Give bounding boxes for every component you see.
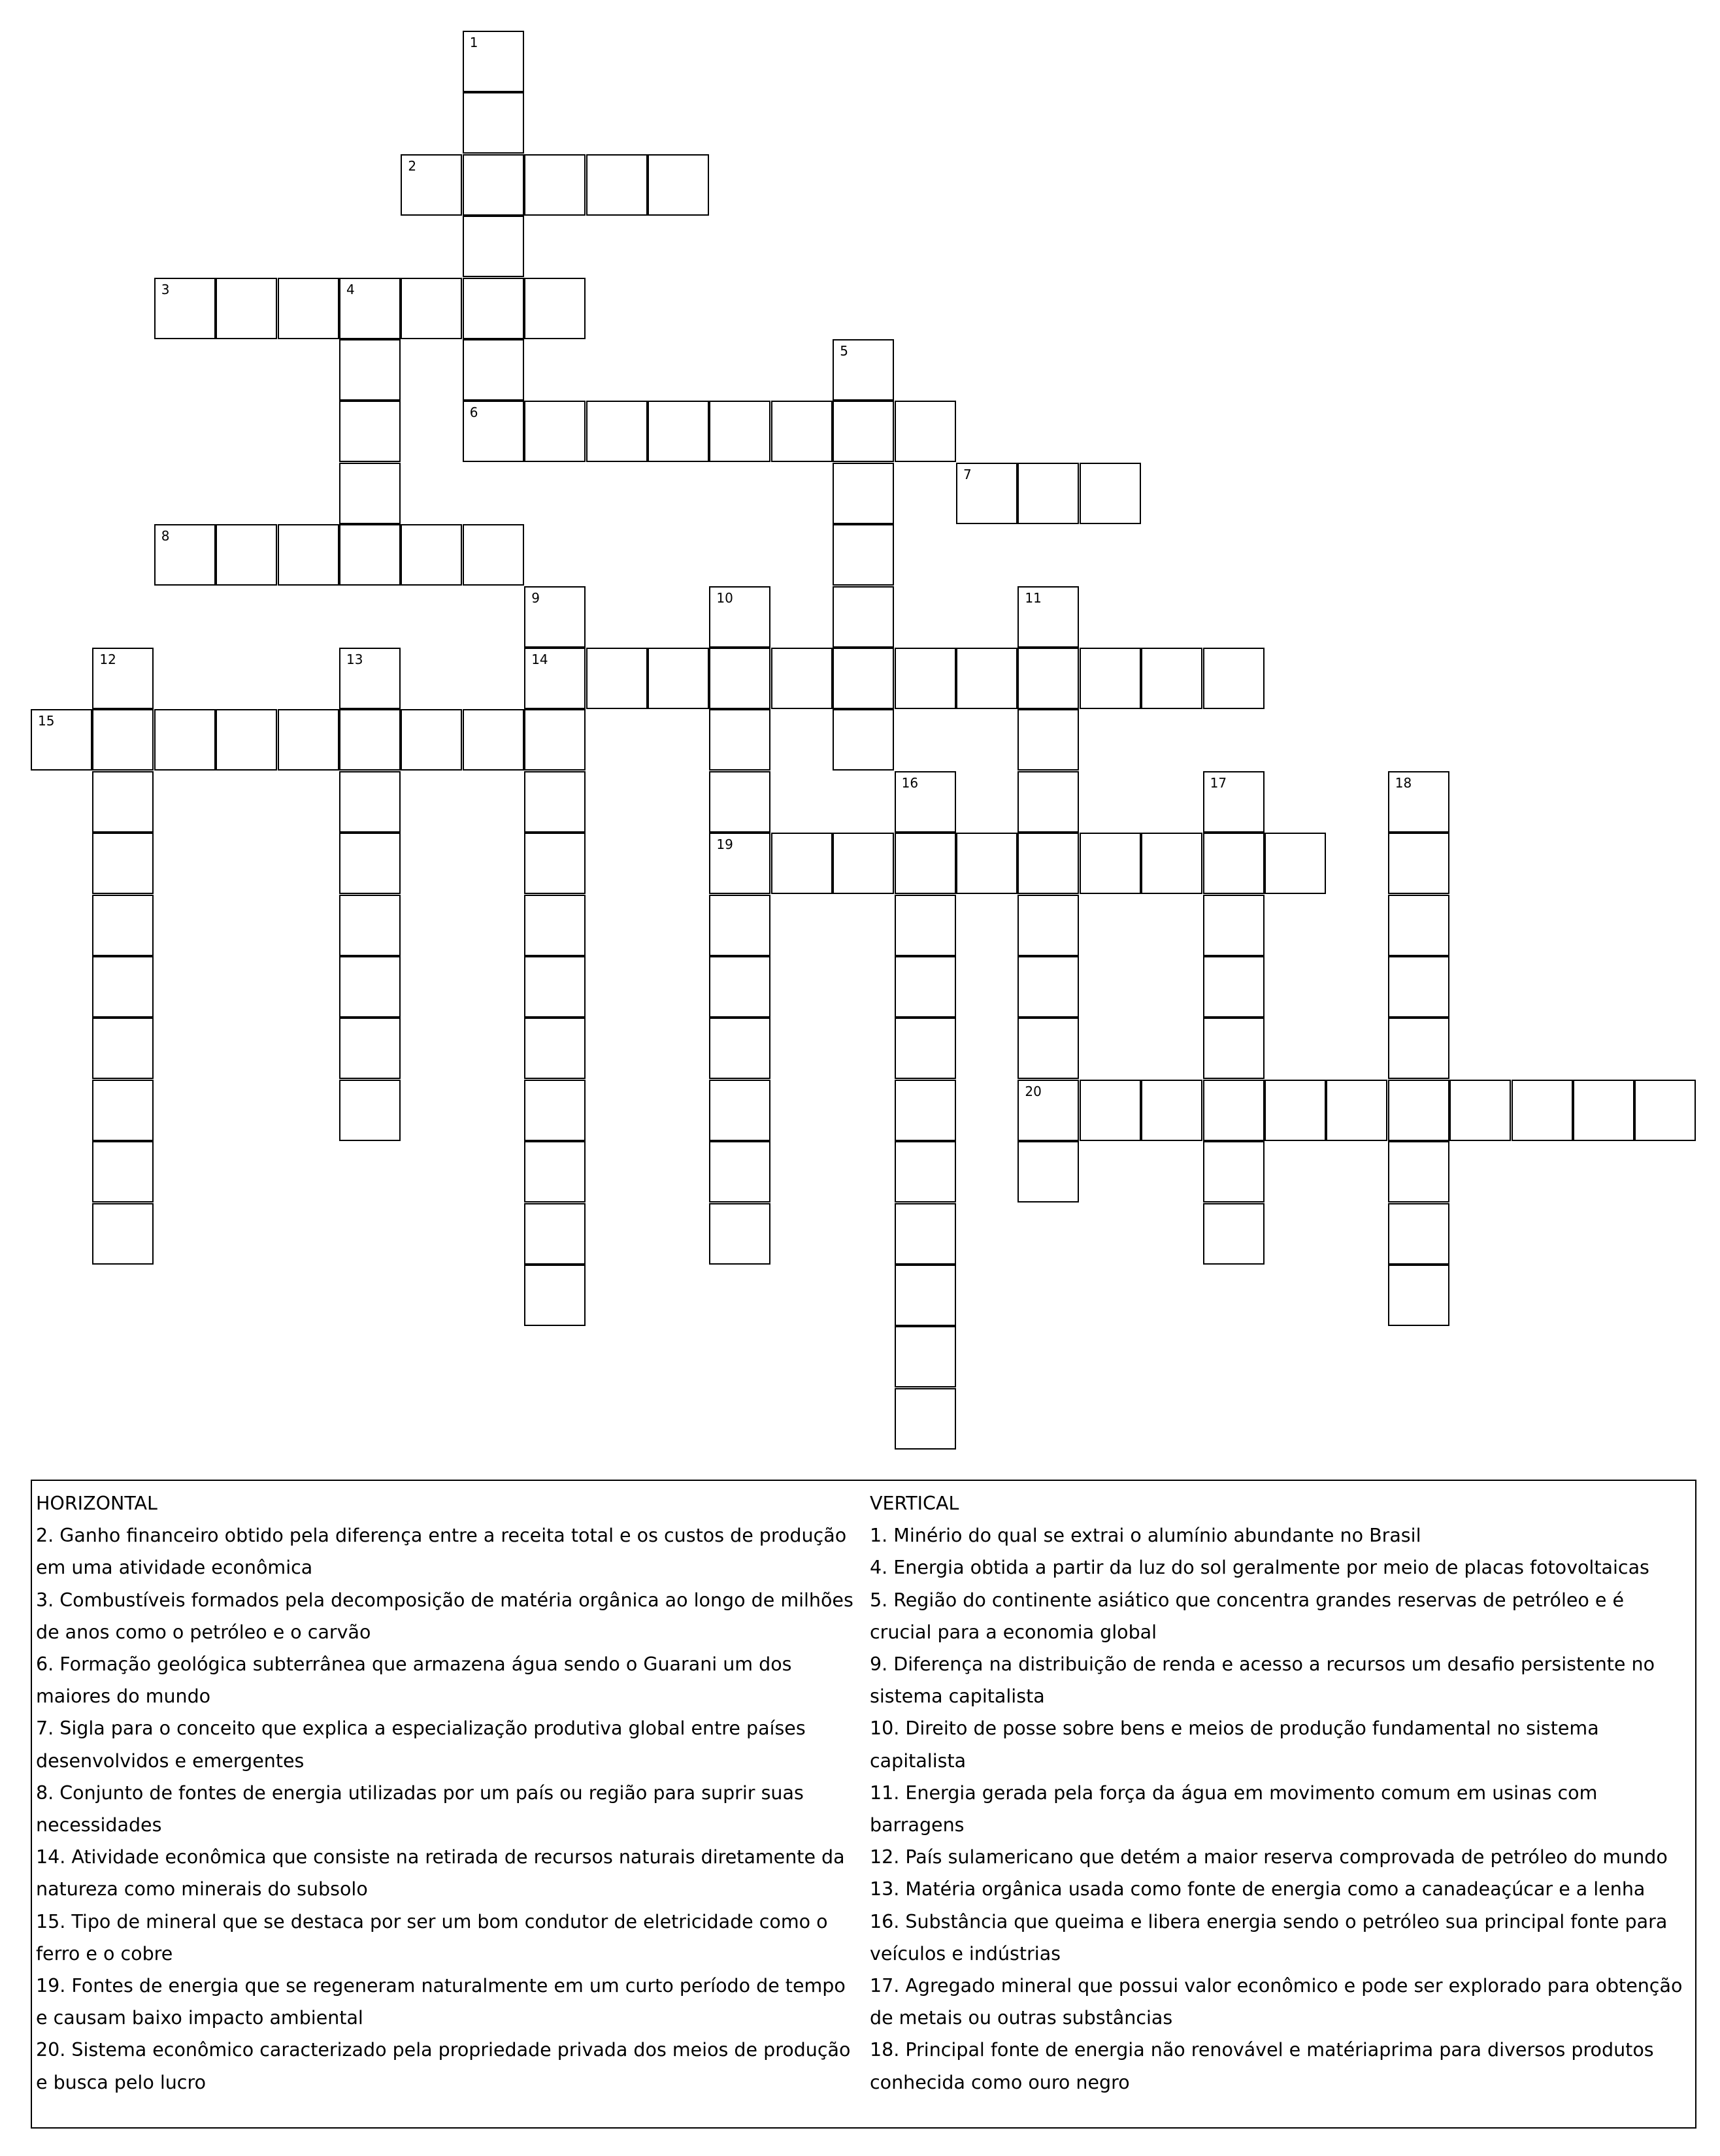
crossword-cell[interactable]	[895, 1018, 956, 1079]
crossword-cell[interactable]	[463, 339, 524, 401]
crossword-cell[interactable]	[956, 463, 1017, 524]
crossword-cell[interactable]	[92, 1018, 154, 1079]
crossword-cell[interactable]	[92, 1080, 154, 1141]
crossword-cell[interactable]	[895, 648, 956, 709]
crossword-cell[interactable]	[1080, 463, 1141, 524]
crossword-cell[interactable]	[524, 1141, 586, 1202]
crossword-cell[interactable]	[524, 648, 586, 709]
crossword-cell[interactable]	[463, 278, 524, 339]
clue-number: 1	[469, 35, 478, 50]
crossword-cell[interactable]	[1203, 1018, 1265, 1079]
crossword-cell[interactable]	[895, 401, 956, 462]
crossword-cell[interactable]	[92, 709, 154, 771]
clue-across-19: 19. Fontes de energia que se regeneram naturalmente em um curto período de tempo e causam baixo impacto ambiental	[36, 1975, 846, 2029]
clue-across-15: 15. Tipo de mineral que se destaca por ser um bom condutor de eletricidade como o ferro e o cobre	[36, 1910, 828, 1965]
horizontal-clues	[36, 1487, 859, 2098]
crossword-cell[interactable]	[92, 956, 154, 1018]
crossword-cell[interactable]	[92, 833, 154, 894]
crossword-cell[interactable]	[833, 524, 894, 586]
crossword-cell[interactable]	[1017, 1080, 1079, 1141]
crossword-cell[interactable]	[339, 463, 401, 524]
crossword-cell[interactable]	[709, 895, 770, 956]
clue-number: 3	[161, 281, 170, 297]
crossword-cell[interactable]	[1512, 1080, 1573, 1141]
crossword-cell[interactable]	[1203, 648, 1265, 709]
crossword-cell[interactable]	[1017, 648, 1079, 709]
crossword-cell[interactable]	[895, 833, 956, 894]
crossword-cell[interactable]	[1203, 956, 1265, 1018]
crossword-cell[interactable]	[586, 648, 648, 709]
crossword-cell[interactable]	[463, 401, 524, 462]
crossword-cell[interactable]	[1017, 463, 1079, 524]
crossword-cell[interactable]	[463, 92, 524, 154]
crossword-cell[interactable]	[1017, 1141, 1079, 1202]
crossword-cell[interactable]	[833, 709, 894, 771]
crossword-cell[interactable]	[709, 1141, 770, 1202]
crossword-cell[interactable]	[463, 524, 524, 586]
clue-down-5: 5. Região do continente asiático que concentra grandes reservas de petróleo e é crucial para a economia global	[870, 1589, 1625, 1643]
clue-number: 2	[408, 158, 417, 174]
clue-number: 11	[1025, 589, 1042, 606]
crossword-cell[interactable]	[463, 709, 524, 771]
crossword-cell[interactable]	[956, 648, 1017, 709]
crossword-cell[interactable]	[339, 278, 401, 339]
crossword-cell[interactable]	[895, 1080, 956, 1141]
crossword-cell[interactable]	[1203, 895, 1265, 956]
crossword-cell[interactable]	[771, 401, 833, 462]
clue-down-12: 12. País sulamericano que detém a maior reserva comprovada de petróleo do mundo	[870, 1846, 1668, 1868]
crossword-cell[interactable]	[1080, 1080, 1141, 1141]
crossword-cell[interactable]	[895, 1265, 956, 1326]
crossword-cell[interactable]	[524, 1203, 586, 1265]
crossword-cell[interactable]	[833, 586, 894, 648]
crossword-cell[interactable]	[339, 339, 401, 401]
clue-number: 9	[531, 589, 540, 606]
crossword-cell[interactable]	[709, 956, 770, 1018]
crossword-cell[interactable]	[339, 1018, 401, 1079]
crossword-cell[interactable]	[339, 524, 401, 586]
crossword-cell[interactable]	[1388, 1141, 1449, 1202]
crossword-cell[interactable]	[648, 154, 709, 216]
crossword-cell[interactable]	[956, 833, 1017, 894]
crossword-cell[interactable]	[463, 216, 524, 277]
crossword-cell[interactable]	[709, 1018, 770, 1079]
crossword-cell[interactable]	[339, 648, 401, 709]
crossword-cell[interactable]	[524, 1265, 586, 1326]
clue-number: 7	[963, 466, 972, 482]
crossword-cell[interactable]	[401, 154, 462, 216]
crossword-cell[interactable]	[1388, 956, 1449, 1018]
clue-across-7: 7. Sigla para o conceito que explica a especialização produtiva global entre países desenvolvidos e emergentes	[36, 1717, 806, 1772]
clue-number: 18	[1395, 774, 1412, 791]
crossword-cell[interactable]	[1265, 833, 1326, 894]
crossword-cell[interactable]	[709, 586, 770, 648]
clue-down-18: 18. Principal fonte de energia não renovável e matériaprima para diversos produtos conhecida como ouro negro	[870, 2039, 1654, 2093]
crossword-cell[interactable]	[31, 709, 92, 771]
crossword-cell[interactable]	[1203, 1203, 1265, 1265]
crossword-cell[interactable]	[1203, 771, 1265, 833]
clue-number: 6	[469, 405, 478, 421]
crossword-cell[interactable]	[833, 833, 894, 894]
crossword-cell[interactable]	[1573, 1080, 1634, 1141]
crossword-cell[interactable]	[339, 401, 401, 462]
clue-across-3: 3. Combustíveis formados pela decomposição de matéria orgânica ao longo de milhões de anos como o petróleo e o carvão	[36, 1589, 853, 1643]
crossword-cell[interactable]	[895, 771, 956, 833]
clue-number: 13	[346, 652, 363, 667]
crossword-cell[interactable]	[1141, 833, 1202, 894]
clue-number: 17	[1210, 774, 1227, 791]
crossword-cell[interactable]	[154, 278, 216, 339]
crossword-cell[interactable]	[586, 154, 648, 216]
crossword-cell[interactable]	[92, 895, 154, 956]
crossword-cell[interactable]	[1388, 1080, 1449, 1141]
crossword-cell[interactable]	[524, 895, 586, 956]
crossword-cell[interactable]	[709, 401, 770, 462]
clue-number: 16	[901, 774, 919, 791]
crossword-cell[interactable]	[771, 648, 833, 709]
crossword-cell[interactable]	[524, 401, 586, 462]
crossword-cell[interactable]	[1080, 648, 1141, 709]
clue-number: 12	[99, 652, 116, 667]
crossword-cell[interactable]	[278, 709, 339, 771]
crossword-cell[interactable]	[1388, 1203, 1449, 1265]
crossword-cell[interactable]	[339, 956, 401, 1018]
crossword-cell[interactable]	[524, 771, 586, 833]
crossword-cell[interactable]	[833, 463, 894, 524]
crossword-cell[interactable]	[339, 771, 401, 833]
clue-number: 15	[38, 713, 55, 729]
crossword-cell[interactable]	[92, 1141, 154, 1202]
crossword-cell[interactable]	[648, 401, 709, 462]
crossword-cell[interactable]	[1017, 709, 1079, 771]
clue-down-4: 4. Energia obtida a partir da luz do sol geralmente por meio de placas fotovoltaicas	[870, 1557, 1649, 1579]
crossword-cell[interactable]	[278, 278, 339, 339]
crossword-cell[interactable]	[1203, 1080, 1265, 1141]
crossword-cell[interactable]	[1141, 1080, 1202, 1141]
clue-across-20: 20. Sistema econômico caracterizado pela propriedade privada dos meios de produção e busca pelo lucro	[36, 2039, 851, 2093]
crossword-cell[interactable]	[401, 278, 462, 339]
clue-number: 4	[346, 281, 355, 297]
crossword-cell[interactable]	[895, 1326, 956, 1387]
crossword-cell[interactable]	[524, 1018, 586, 1079]
crossword-cell[interactable]	[709, 771, 770, 833]
crossword-cell[interactable]	[648, 648, 709, 709]
crossword-cell[interactable]	[709, 709, 770, 771]
crossword-cell[interactable]	[709, 833, 770, 894]
crossword-cell[interactable]	[1141, 648, 1202, 709]
crossword-cell[interactable]	[895, 1388, 956, 1450]
crossword-cell[interactable]	[895, 1203, 956, 1265]
vertical-clues	[870, 1487, 1687, 2098]
crossword-cell[interactable]	[339, 833, 401, 894]
crossword-cell[interactable]	[524, 154, 586, 216]
clue-number: 5	[840, 343, 848, 359]
crossword-cell[interactable]	[339, 895, 401, 956]
crossword-cell[interactable]	[1634, 1080, 1696, 1141]
clue-down-11: 11. Energia gerada pela força da água em movimento comum em usinas com barragens	[870, 1782, 1598, 1836]
crossword-cell[interactable]	[895, 956, 956, 1018]
clue-down-1: 1. Minério do qual se extrai o alumínio abundante no Brasil	[870, 1525, 1421, 1547]
crossword-cell[interactable]	[1388, 771, 1449, 833]
crossword-cell[interactable]	[401, 524, 462, 586]
crossword-cell[interactable]	[1017, 1018, 1079, 1079]
crossword-cell[interactable]	[895, 895, 956, 956]
vertical-title: VERTICAL	[870, 1493, 959, 1514]
clue-across-2: 2. Ganho financeiro obtido pela diferença entre a receita total e os custos de produção em uma atividade econômica	[36, 1525, 847, 1579]
crossword-cell[interactable]	[524, 833, 586, 894]
crossword-cell[interactable]	[339, 1080, 401, 1141]
crossword-cell[interactable]	[586, 401, 648, 462]
clues-box	[31, 1480, 1696, 2129]
clue-number: 8	[161, 528, 170, 544]
crossword-cell[interactable]	[92, 648, 154, 709]
clue-number: 10	[716, 589, 733, 606]
crossword-cell[interactable]	[524, 709, 586, 771]
crossword-cell[interactable]	[401, 709, 462, 771]
clue-down-10: 10. Direito de posse sobre bens e meios de produção fundamental no sistema capitalista	[870, 1717, 1599, 1772]
clue-across-14: 14. Atividade econômica que consiste na retirada de recursos naturais diretamente da natureza como minerais do subsolo	[36, 1846, 845, 1900]
crossword-cell[interactable]	[216, 709, 277, 771]
crossword-cell[interactable]	[895, 1141, 956, 1202]
crossword-cell[interactable]	[92, 771, 154, 833]
crossword-cell[interactable]	[1017, 833, 1079, 894]
crossword-cell[interactable]	[92, 1203, 154, 1265]
crossword-cell[interactable]	[1017, 895, 1079, 956]
crossword-cell[interactable]	[524, 956, 586, 1018]
crossword-cell[interactable]	[709, 1203, 770, 1265]
clue-across-6: 6. Formação geológica subterrânea que armazena água sendo o Guarani um dos maiores do mundo	[36, 1653, 792, 1708]
crossword-cell[interactable]	[833, 401, 894, 462]
crossword-cell[interactable]	[524, 278, 586, 339]
crossword-cell[interactable]	[524, 1080, 586, 1141]
crossword-cell[interactable]	[833, 339, 894, 401]
crossword-cell[interactable]	[1326, 1080, 1387, 1141]
clue-number: 20	[1025, 1083, 1042, 1099]
horizontal-title: HORIZONTAL	[36, 1493, 157, 1514]
crossword-cell[interactable]	[524, 586, 586, 648]
crossword-cell[interactable]	[1017, 956, 1079, 1018]
crossword-cell[interactable]	[1203, 833, 1265, 894]
crossword-cell[interactable]	[1203, 1141, 1265, 1202]
clue-down-13: 13. Matéria orgânica usada como fonte de energia como a canadeaçúcar e a lenha	[870, 1878, 1646, 1900]
crossword-cell[interactable]	[1388, 895, 1449, 956]
clue-down-16: 16. Substância que queima e libera energia sendo o petróleo sua principal fonte para veículos e indústrias	[870, 1910, 1668, 1965]
clue-number: 14	[531, 652, 548, 667]
crossword-cell[interactable]	[709, 648, 770, 709]
crossword-cell[interactable]	[216, 524, 277, 586]
crossword-cell[interactable]	[1449, 1080, 1511, 1141]
crossword-cell[interactable]	[339, 709, 401, 771]
crossword-cell[interactable]	[278, 524, 339, 586]
crossword-cell[interactable]	[463, 154, 524, 216]
crossword-cell[interactable]	[1017, 771, 1079, 833]
crossword-cell[interactable]	[154, 709, 216, 771]
crossword-cell[interactable]	[1265, 1080, 1326, 1141]
clue-number: 19	[716, 837, 733, 853]
clue-down-9: 9. Diferença na distribuição de renda e acesso a recursos um desafio persistente no sistema capitalista	[870, 1653, 1655, 1708]
crossword-cell[interactable]	[709, 1080, 770, 1141]
crossword-cell[interactable]	[154, 524, 216, 586]
crossword-cell[interactable]	[1080, 833, 1141, 894]
crossword-cell[interactable]	[1388, 833, 1449, 894]
crossword-cell[interactable]	[833, 648, 894, 709]
clue-down-17: 17. Agregado mineral que possui valor econômico e pode ser explorado para obtenção de metais ou outras substâncias	[870, 1975, 1683, 2029]
crossword-cell[interactable]	[1388, 1018, 1449, 1079]
crossword-cell[interactable]	[1388, 1265, 1449, 1326]
crossword-cell[interactable]	[463, 31, 524, 92]
crossword-cell[interactable]	[216, 278, 277, 339]
clue-across-8: 8. Conjunto de fontes de energia utilizadas por um país ou região para suprir suas necessidades	[36, 1782, 804, 1836]
crossword-cell[interactable]	[1017, 586, 1079, 648]
crossword-cell[interactable]	[771, 833, 833, 894]
